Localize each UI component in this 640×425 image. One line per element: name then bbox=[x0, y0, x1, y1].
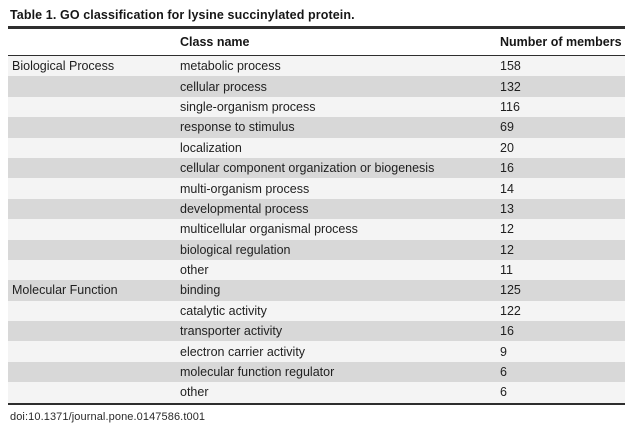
table-row bbox=[8, 199, 625, 219]
table-row bbox=[8, 240, 625, 260]
members-count-cell: 6 bbox=[500, 385, 507, 400]
members-count-cell: 122 bbox=[500, 303, 521, 318]
table-row bbox=[8, 158, 625, 178]
table-body bbox=[8, 56, 625, 403]
bottom-rule bbox=[8, 403, 625, 405]
table-header-row bbox=[8, 29, 625, 55]
table-row bbox=[8, 117, 625, 137]
members-count-cell: 132 bbox=[500, 79, 521, 94]
table-row bbox=[8, 260, 625, 280]
class-name-cell: metabolic process bbox=[180, 59, 281, 74]
class-name-cell: biological regulation bbox=[180, 242, 291, 257]
category-cell: Molecular Function bbox=[12, 283, 118, 298]
members-count-cell: 69 bbox=[500, 120, 514, 135]
column-header-members: Number of members bbox=[500, 34, 622, 49]
class-name-cell: binding bbox=[180, 283, 221, 298]
class-name-cell: single-organism process bbox=[180, 99, 316, 114]
table-row bbox=[8, 321, 625, 341]
table-row bbox=[8, 362, 625, 382]
column-header-class-name: Class name bbox=[180, 34, 250, 49]
members-count-cell: 20 bbox=[500, 140, 514, 155]
table-title: Table 1. GO classification for lysine succinylated protein. bbox=[10, 8, 355, 22]
members-count-cell: 158 bbox=[500, 59, 521, 74]
class-name-cell: electron carrier activity bbox=[180, 344, 306, 359]
members-count-cell: 16 bbox=[500, 161, 514, 176]
class-name-cell: other bbox=[180, 263, 209, 278]
members-count-cell: 125 bbox=[500, 283, 521, 298]
table-row bbox=[8, 341, 625, 361]
class-name-cell: cellular process bbox=[180, 79, 267, 94]
class-name-cell: cellular component organization or biogenesis bbox=[180, 161, 435, 176]
table-row bbox=[8, 301, 625, 321]
members-count-cell: 13 bbox=[500, 201, 514, 216]
members-count-cell: 12 bbox=[500, 222, 514, 237]
class-name-cell: catalytic activity bbox=[180, 303, 267, 318]
go-classification-table bbox=[8, 29, 625, 405]
class-name-cell: molecular function regulator bbox=[180, 365, 335, 380]
class-name-cell: multi-organism process bbox=[180, 181, 310, 196]
members-count-cell: 116 bbox=[500, 99, 520, 114]
table-row bbox=[8, 219, 625, 239]
table-row bbox=[8, 178, 625, 198]
class-name-cell: developmental process bbox=[180, 201, 309, 216]
table-row bbox=[8, 280, 625, 300]
class-name-cell: response to stimulus bbox=[180, 120, 295, 135]
members-count-cell: 6 bbox=[500, 365, 507, 380]
class-name-cell: localization bbox=[180, 140, 242, 155]
members-count-cell: 16 bbox=[500, 324, 514, 339]
table-row bbox=[8, 56, 625, 76]
class-name-cell: multicellular organismal process bbox=[180, 222, 358, 237]
class-name-cell: transporter activity bbox=[180, 324, 283, 339]
category-cell: Biological Process bbox=[12, 59, 115, 74]
doi-text: doi:10.1371/journal.pone.0147586.t001 bbox=[10, 410, 206, 423]
table-row bbox=[8, 138, 625, 158]
table-row bbox=[8, 76, 625, 96]
members-count-cell: 9 bbox=[500, 344, 507, 359]
table-row bbox=[8, 97, 625, 117]
members-count-cell: 12 bbox=[500, 242, 514, 257]
class-name-cell: other bbox=[180, 385, 209, 400]
table-row bbox=[8, 382, 625, 402]
members-count-cell: 14 bbox=[500, 181, 514, 196]
members-count-cell: 11 bbox=[500, 263, 513, 278]
